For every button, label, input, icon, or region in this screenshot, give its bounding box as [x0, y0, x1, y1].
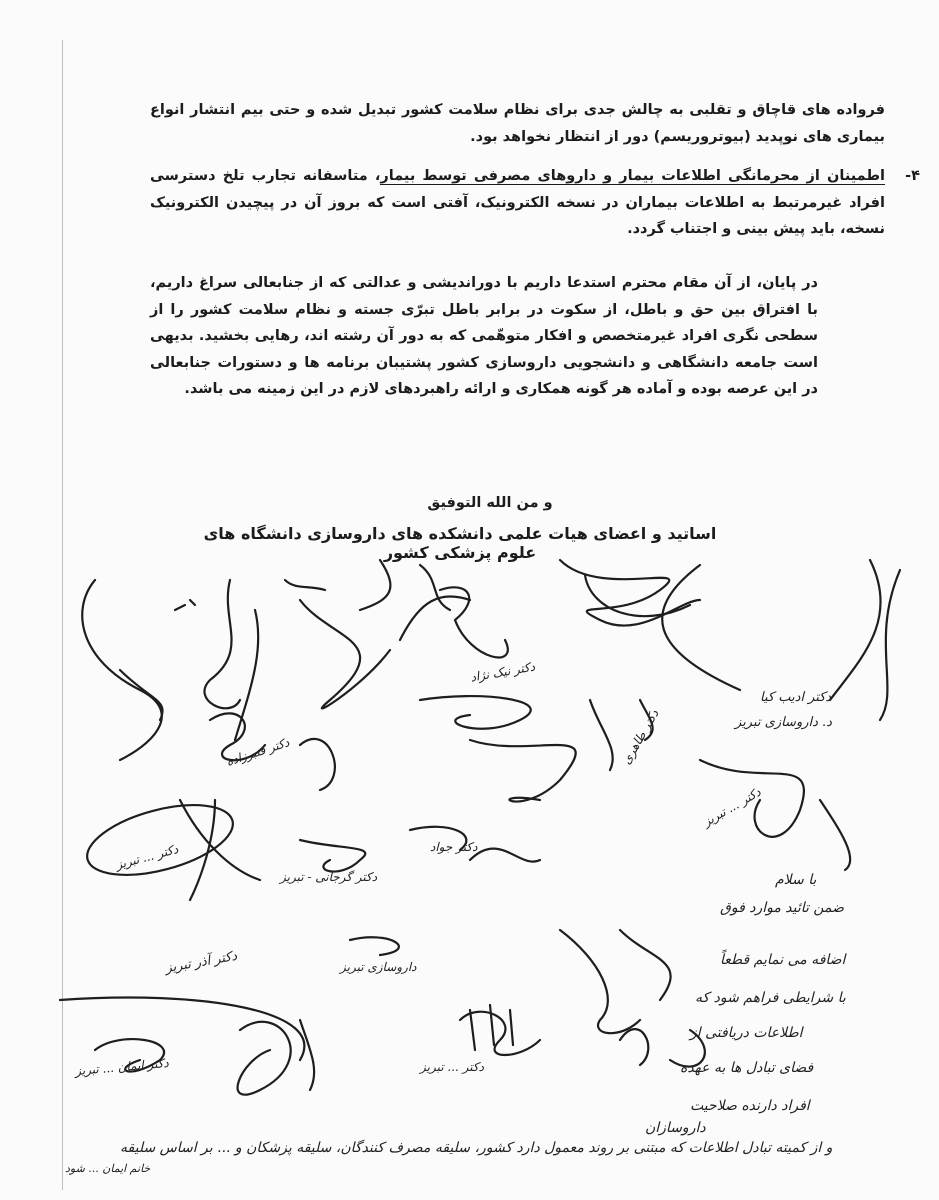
handwritten-note: دکتر ادیب کیا [760, 690, 832, 705]
handwritten-line: اطلاعات دریافتی از [690, 1025, 803, 1041]
closing-paragraph: در پایان، از آن مقام محترم استدعا داریم با دوراندیشی و عدالتی که از جنابعالی سراغ داریم، با افتراق بین حق و باطل، از سکوت در برابر باطل تبرّی جسته و نظام سلامت کشور را از سطحی نگری افراد غیرمتخصص و افکار متوهّمی که به دور آن رشته اند، رهایی بخشید. بدیهی است جامعه دانشگاهی و دانشجویی داروسازی کشور پشتیبان برنامه ها و دستورات جنابعالی در این عرصه بوده و آماده هر گونه همکاری و ارائه راهبردهای لازم در این زمینه می باشد. [150, 275, 818, 397]
handwritten-note: دکتر آذر تبریز [164, 948, 239, 977]
paragraph-3-continuation: فرواده های قاچاق و تقلبی به چالش جدی برای نظام سلامت کشور تبدیل شده و حتی بیم انتشار انواع بیماری های نوپدید (بیوتروریسم) دور از انتظار نخواهد بود. [150, 102, 885, 145]
handwritten-line: ضمن تائید موارد فوق [720, 900, 845, 916]
closing-phrase: و من الله التوفیق [427, 495, 553, 511]
handwritten-line: با شرایطی فراهم شود که [695, 990, 846, 1006]
handwritten-note: دکتر گرجانی - تبریز [280, 870, 378, 884]
list-item-number: ۴- [905, 168, 920, 184]
handwritten-line: اضافه می نمایم قطعاً [720, 952, 846, 968]
handwritten-note: دکتر قنبرزاده [224, 735, 292, 769]
handwritten-line: فضای تبادل ها به عهده [680, 1060, 814, 1076]
handwritten-note: دکتر نیک نژاد [469, 659, 537, 685]
handwritten-bottom-line: و از کمیته تبادل اطلاعات که مبتنی بر روند معمول دارد کشور، سلیقه مصرف کنندگان، سلیقه پزشکان و ... بر اساس سلیقه [120, 1140, 833, 1156]
handwritten-note: دکتر جواد [430, 840, 478, 854]
handwritten-line: افراد دارنده صلاحیت [690, 1098, 810, 1114]
handwritten-note: دکتر طاهری [619, 707, 662, 767]
handwritten-note: دکتر ایمان ... تبریز [74, 1055, 170, 1079]
handwritten-note: دکتر ... تبریز [700, 784, 764, 830]
list-item-4 [150, 163, 920, 243]
handwritten-note: داروسازی تبریز [340, 960, 417, 974]
list-item-body: ، متاسفانه تجارب تلخ دسترسی افراد غیرمرتبط به اطلاعات بیماران در نسخه الکترونیک، آفتی است که بروز آن در پیچیدن الکترونیک نسخه، باید پیش بینی و اجتناب گردد. [150, 168, 885, 237]
handwritten-line: داروسازان [645, 1120, 706, 1136]
signatories-heading: اساتید و اعضای هیات علمی دانشکده های داروسازی دانشگاه های علوم پزشکی کشور [203, 524, 717, 562]
handwritten-line: با سلام [775, 872, 817, 888]
list-item-heading: اطمینان از محرمانگی اطلاعات بیمار و داروهای مصرفی توسط بیمار [380, 168, 886, 184]
handwritten-note: د. داروسازی تبریز [735, 715, 832, 730]
handwritten-bottom-note: خانم ایمان ... شود [65, 1162, 151, 1175]
handwritten-note: دکتر ... تبریز [114, 841, 180, 873]
handwritten-note: دکتر ... تبریز [420, 1060, 484, 1074]
